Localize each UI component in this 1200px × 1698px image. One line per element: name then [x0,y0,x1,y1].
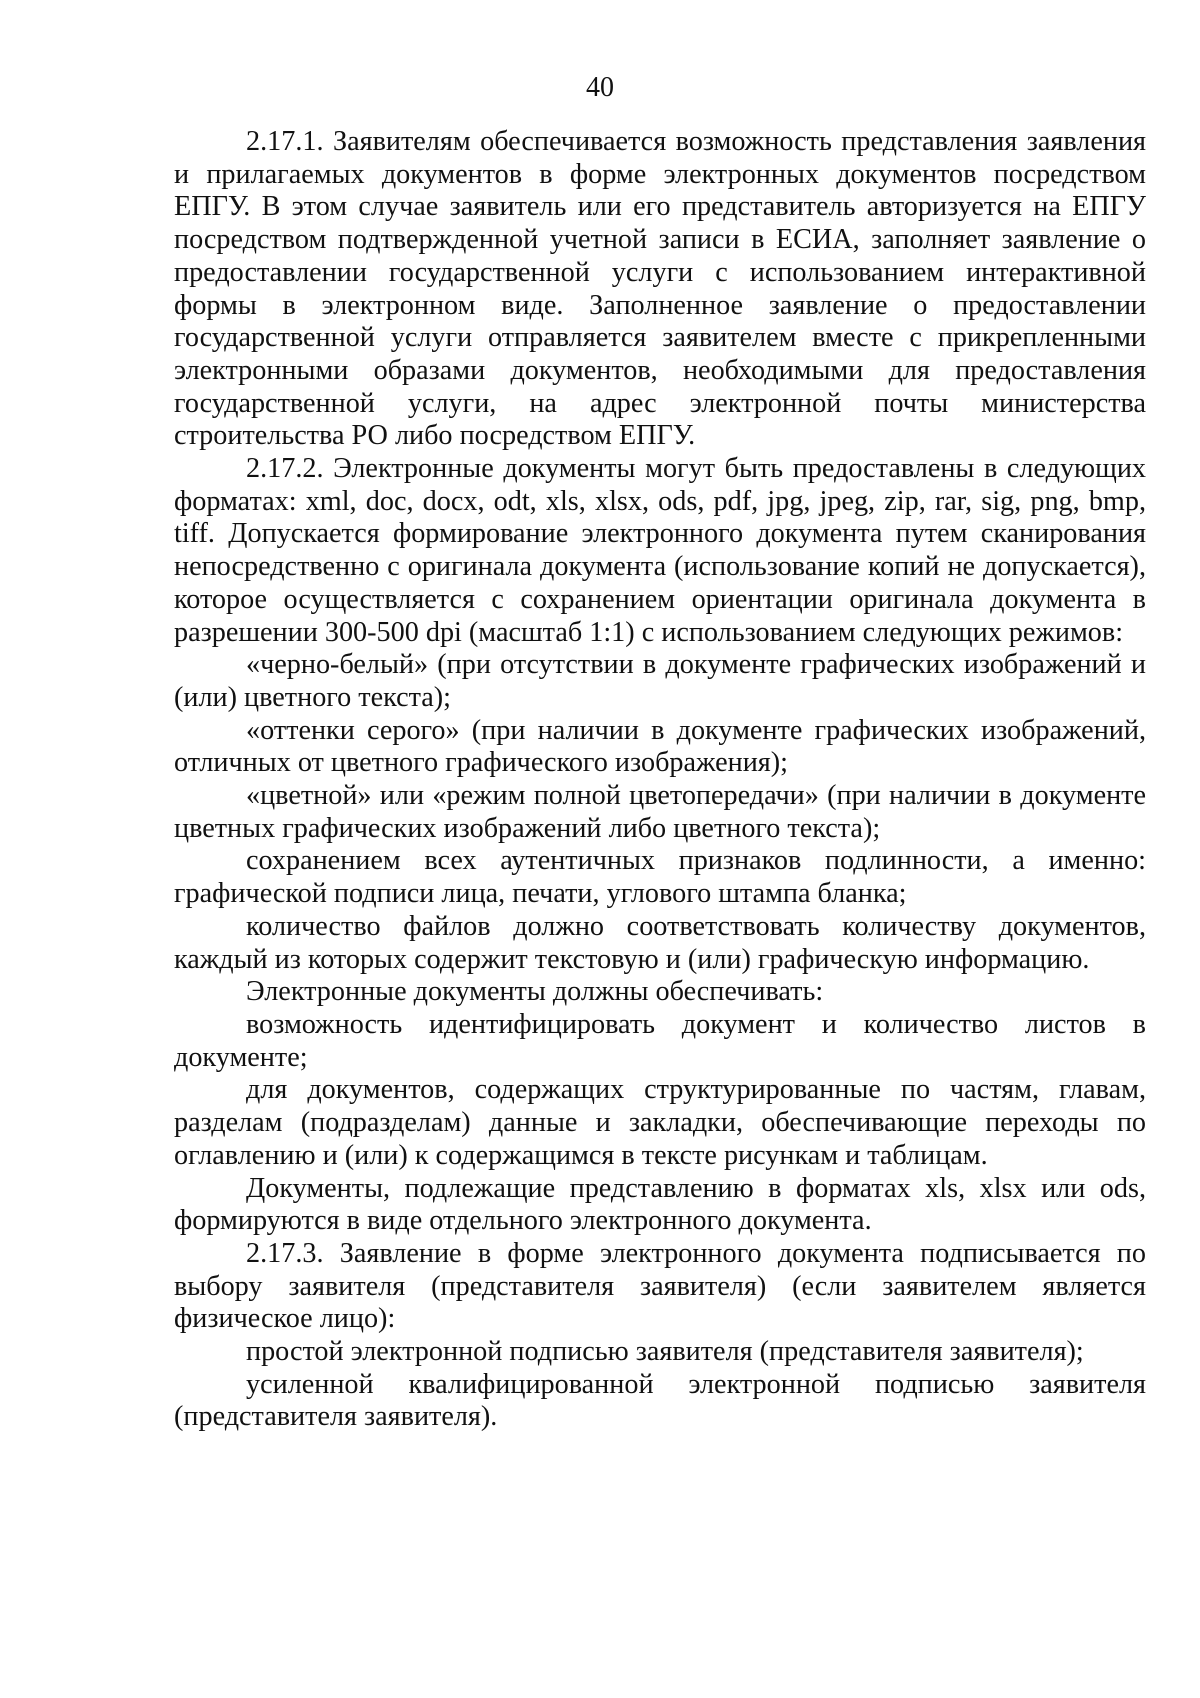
list-item-qualified-signature: усиленной квалифицированной электронной подписью заявителя (представителя заявителя). [174,1368,1146,1433]
paragraph-spreadsheet-formats: Документы, подлежащие представлению в форматах xls, xlsx или ods, формируются в виде отдельного электронного документа. [174,1172,1146,1237]
list-item-identify-document: возможность идентифицировать документ и количество листов в документе; [174,1008,1146,1073]
list-item-authenticity-signs: сохранением всех аутентичных признаков подлинности, а именно: графической подписи лица, печати, углового штампа бланка; [174,845,1146,910]
paragraph-2-17-1: 2.17.1. Заявителям обеспечивается возможность представления заявления и прилагаемых документов в форме электронных документов посредством ЕПГУ. В этом случае заявитель или его представитель авторизуется на ЕПГУ посредством подтвержденной учетной записи в ЕСИА, заполняет заявление о предоставлении государственной услуги с использованием интерактивной формы в электронном виде. Заполненное заявление о предоставлении государственной услуги отправляется заявителем вместе с прикрепленными электронными образами документов, необходимыми для предоставления государственной услуги, на адрес электронной почты министерства строительства РО либо посредством ЕПГУ. [174,126,1146,452]
list-item-grayscale-mode: «оттенки серого» (при наличии в документе графических изображений, отличных от цветного графического изображения); [174,714,1146,779]
list-item-structured-documents: для документов, содержащих структурированные по частям, главам, разделам (подразделам) данные и закладки, обеспечивающие переходы по оглавлению и (или) к содержащимся в тексте рисункам и таблицам. [174,1074,1146,1171]
paragraph-2-17-3: 2.17.3. Заявление в форме электронного документа подписывается по выбору заявителя (представителя заявителя) (если заявителем является физическое лицо): [174,1237,1146,1335]
paragraph-2-17-2: 2.17.2. Электронные документы могут быть предоставлены в следующих форматах: xml, doc, docx, odt, xls, xlsx, ods, pdf, jpg, jpeg, zip, rar, sig, png, bmp, tiff. Допускается формирование электронного документа путем сканирования непосредственно с оригинала документа (использование копий не допускается), которое осуществляется с сохранением ориентации оригинала документа в разрешении 300-500 dpi (масштаб 1:1) с использованием следующих режимов: [174,453,1146,648]
list-item-color-mode: «цветной» или «режим полной цветопередачи» (при наличии в документе цветных графических изображений либо цветного текста); [174,780,1146,844]
list-item-file-count: количество файлов должно соответствовать количеству документов, каждый из которых содержит текстовую и (или) графическую информацию. [174,910,1146,975]
list-item-simple-signature: простой электронной подписью заявителя (представителя заявителя); [246,1336,1084,1368]
paragraph-requirements-intro: Электронные документы должны обеспечивать: [246,976,824,1008]
document-body [174,126,1146,1434]
page-number: 40 [586,72,614,103]
list-item-black-white-mode: «черно-белый» (при отсутствии в документе графических изображений и (или) цветного текста); [174,649,1146,713]
